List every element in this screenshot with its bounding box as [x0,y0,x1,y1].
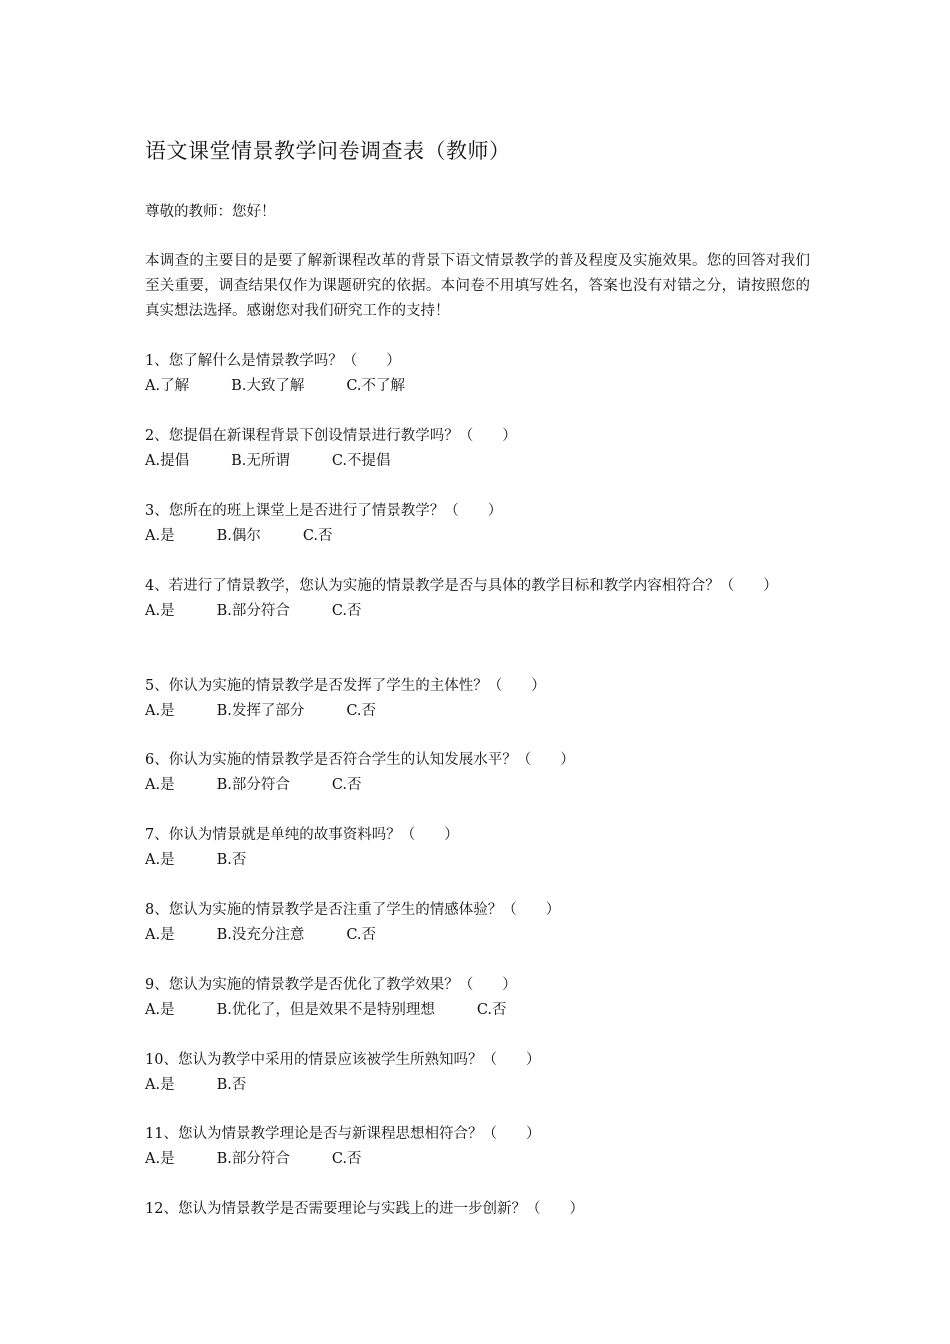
question-item [145,574,810,624]
option-row [145,449,810,474]
option-row [145,599,810,624]
answer-option: C.否 [346,703,377,719]
answer-option: A.是 [145,1077,175,1093]
question-item [145,1197,810,1222]
greeting: 尊敬的教师：您好！ [145,204,276,220]
question-text: 5、你认为实施的情景教学是否发挥了学生的主体性？（ ） [145,678,546,694]
question-item [145,898,810,948]
answer-option: B.否 [216,852,247,868]
question-text: 1、您了解什么是情景教学吗？（ ） [145,353,401,369]
answer-option: A.是 [145,528,175,544]
answer-option: B.否 [216,1077,247,1093]
answer-option: C.不提倡 [331,453,391,469]
question-item [145,499,810,549]
answer-option: A.是 [145,852,175,868]
option-row [145,524,810,549]
answer-option: C.不了解 [346,378,406,394]
question-text: 7、你认为情景就是单纯的故事资料吗？（ ） [145,827,459,843]
question-text: 6、你认为实施的情景教学是否符合学生的认知发展水平？（ ） [145,752,575,768]
question-item [145,424,810,474]
intro-paragraph: 本调查的主要目的是要了解新课程改革的背景下语文情景教学的普及程度及实施效果。您的回答对我们至关重要，调查结果仅作为课题研究的依据。本问卷不用填写姓名，答案也没有对错之分，请按照您的真实想法选择。感谢您对我们研究工作的支持！ [145,253,810,319]
option-row [145,773,810,798]
answer-option: A.是 [145,603,175,619]
answer-option: A.了解 [145,378,190,394]
question-text: 3、您所在的班上课堂上是否进行了情景教学？（ ） [145,503,503,519]
question-item [145,349,810,399]
answer-option: B.发挥了部分 [216,703,305,719]
answer-option: A.提倡 [145,453,190,469]
answer-option: A.是 [145,1002,175,1018]
answer-option: C.否 [331,1151,362,1167]
question-item [145,1048,810,1098]
answer-option: B.部分符合 [216,1151,290,1167]
option-row [145,1147,810,1172]
answer-option: A.是 [145,777,175,793]
question-text: 4、若进行了情景教学，您认为实施的情景教学是否与具体的教学目标和教学内容相符合？（ ） [145,578,778,594]
answer-option: B.部分符合 [216,603,290,619]
option-row [145,374,810,399]
question-item [145,674,810,724]
option-row [145,699,810,724]
question-text: 11、您认为情景教学理论是否与新课程思想相符合？（ ） [145,1126,541,1142]
answer-option: C.否 [331,603,362,619]
question-text: 2、您提倡在新课程背景下创设情景进行教学吗？（ ） [145,428,517,444]
option-row [145,1073,810,1098]
answer-option: B.优化了，但是效果不是特别理想 [216,1002,435,1018]
answer-option: C.否 [302,528,333,544]
option-row [145,923,810,948]
answer-option: C.否 [346,927,377,943]
question-text: 10、您认为教学中采用的情景应该被学生所熟知吗？（ ） [145,1052,541,1068]
answer-option: B.无所谓 [231,453,290,469]
document-title: 语文课堂情景教学问卷调查表（教师） [145,139,511,163]
answer-option: C.否 [331,777,362,793]
answer-option: B.没充分注意 [216,927,305,943]
question-text: 8、您认为实施的情景教学是否注重了学生的情感体验？（ ） [145,902,561,918]
option-row [145,998,810,1023]
answer-option: B.部分符合 [216,777,290,793]
answer-option: A.是 [145,703,175,719]
question-item [145,748,810,798]
question-item [145,823,810,873]
answer-option: B.偶尔 [216,528,261,544]
answer-option: B.大致了解 [231,378,305,394]
answer-option: A.是 [145,1151,175,1167]
answer-option: C.否 [476,1002,507,1018]
option-row [145,848,810,873]
question-item [145,1122,810,1172]
answer-option: A.是 [145,927,175,943]
question-item [145,973,810,1023]
question-text: 9、您认为实施的情景教学是否优化了教学效果？（ ） [145,977,517,993]
question-text: 12、您认为情景教学是否需要理论与实践上的进一步创新？（ ） [145,1201,584,1217]
